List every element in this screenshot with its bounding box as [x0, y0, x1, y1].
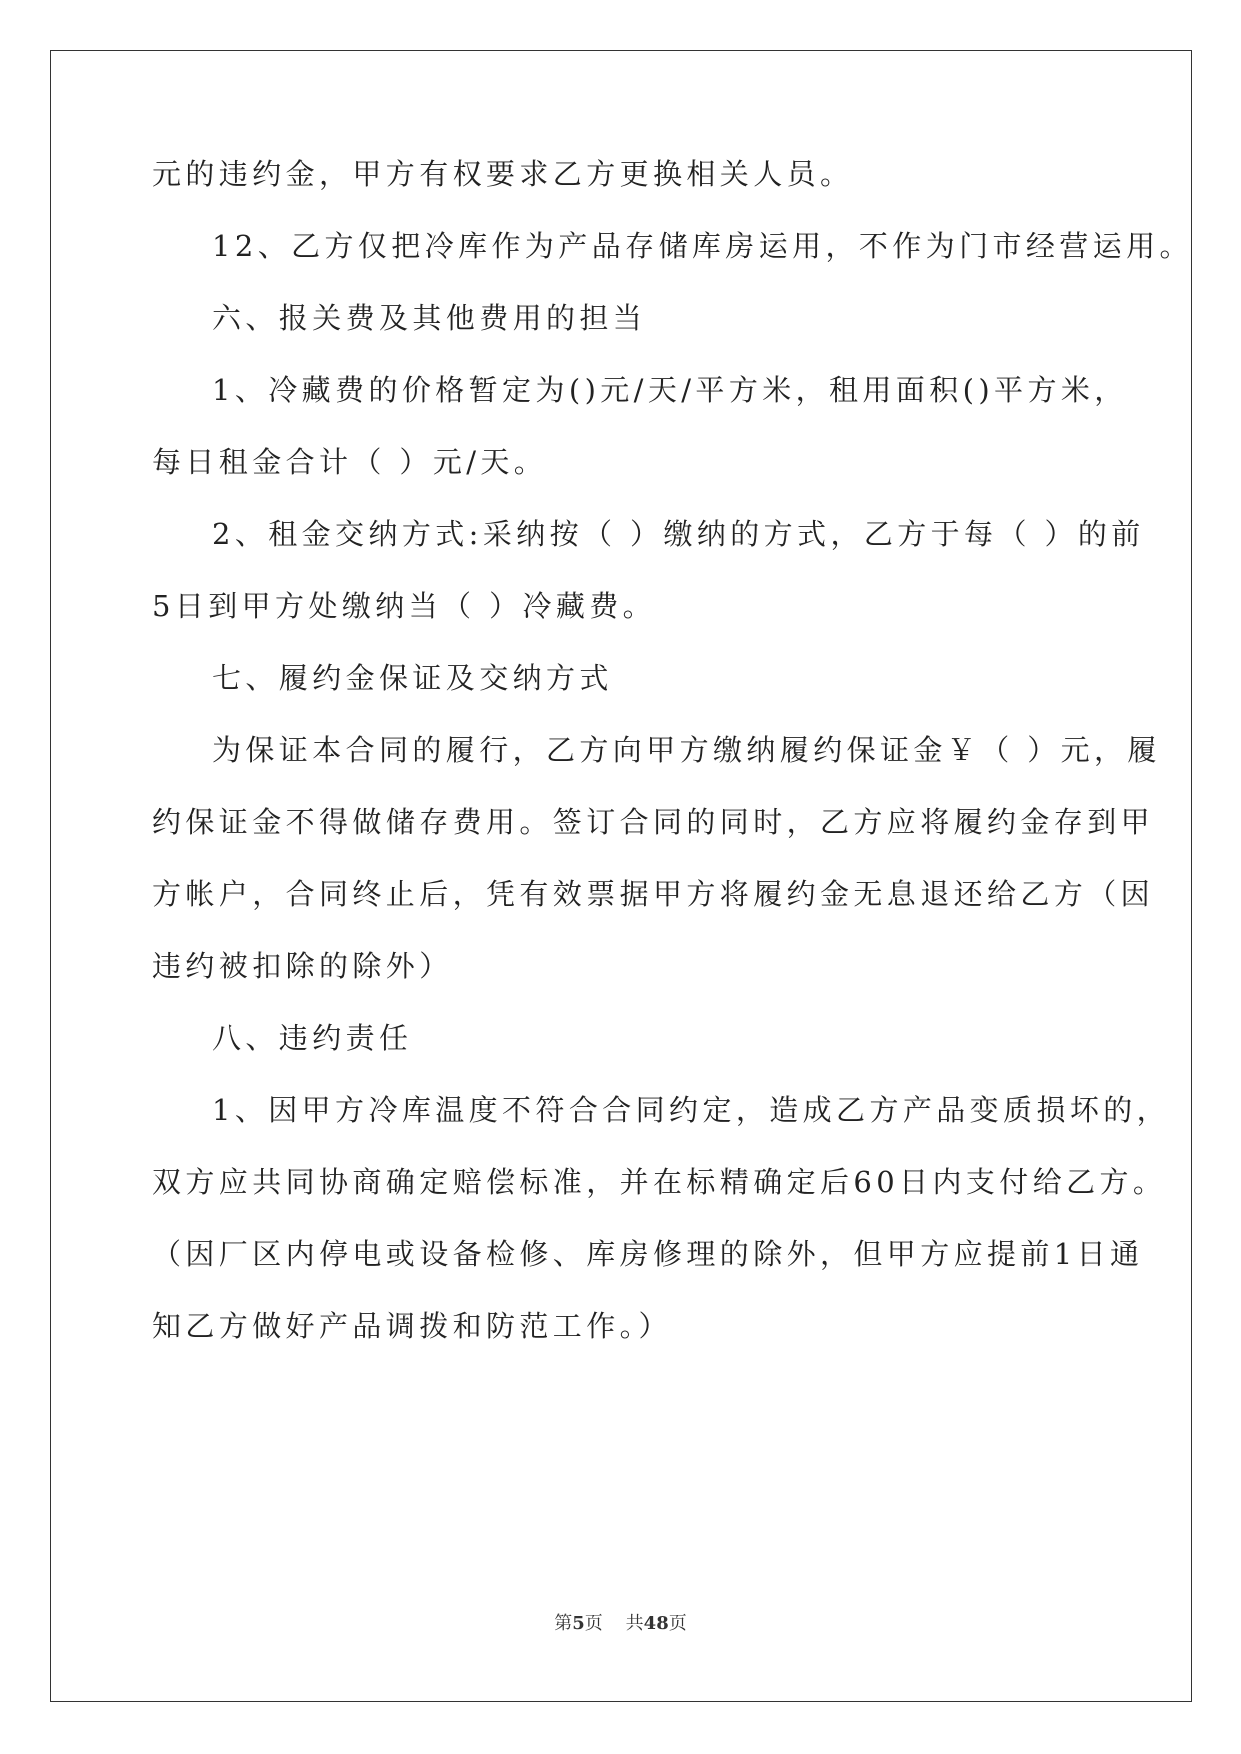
text-line-12: 违约被扣除的除外）	[152, 949, 453, 983]
text-line-11: 方帐户，合同终止后，凭有效票据甲方将履约金无息退还给乙方（因	[152, 877, 1155, 911]
text-line-7: 5日到甲方处缴纳当（ ）冷藏费。	[152, 589, 657, 623]
text-line-17: 知乙方做好产品调拨和防范工作。）	[152, 1309, 672, 1343]
section-heading-6: 六、报关费及其他费用的担当	[212, 301, 647, 335]
text-line-4: 1、冷藏费的价格暂定为()元/天/平方米，租用面积()平方米，	[212, 373, 1128, 407]
text-line-6: 2、租金交纳方式:采纳按（ ）缴纳的方式，乙方于每（ ）的前	[212, 517, 1145, 551]
text-line-5: 每日租金合计（ ）元/天。	[152, 445, 548, 479]
text-line-15: 双方应共同协商确定赔偿标准，并在标精确定后60日内支付给乙方。	[152, 1165, 1167, 1199]
page-footer	[0, 1612, 1241, 1636]
footer-page-unit: 页	[584, 1613, 603, 1634]
text-line-1: 元的违约金，甲方有权要求乙方更换相关人员。	[152, 157, 854, 191]
text-line-16: （因厂区内停电或设备检修、库房修理的除外，但甲方应提前1日通	[152, 1237, 1144, 1271]
section-heading-7: 七、履约金保证及交纳方式	[212, 661, 613, 695]
footer-total-unit: 页	[668, 1613, 687, 1634]
text-line-14: 1、因甲方冷库温度不符合合同约定，造成乙方产品变质损坏的，	[212, 1093, 1171, 1127]
text-line-10: 约保证金不得做储存费用。签订合同的同时，乙方应将履约金存到甲	[152, 805, 1155, 839]
footer-total-prefix: 共	[625, 1613, 644, 1634]
footer-total-pages: 48	[643, 1613, 669, 1634]
section-heading-8: 八、违约责任	[212, 1021, 413, 1055]
text-line-9: 为保证本合同的履行，乙方向甲方缴纳履约保证金￥（ ）元，履	[212, 733, 1161, 767]
text-line-2: 12、乙方仅把冷库作为产品存储库房运用，不作为门市经营运用。	[212, 229, 1193, 263]
footer-prefix: 第	[554, 1613, 573, 1634]
footer-current-page: 5	[572, 1613, 585, 1634]
